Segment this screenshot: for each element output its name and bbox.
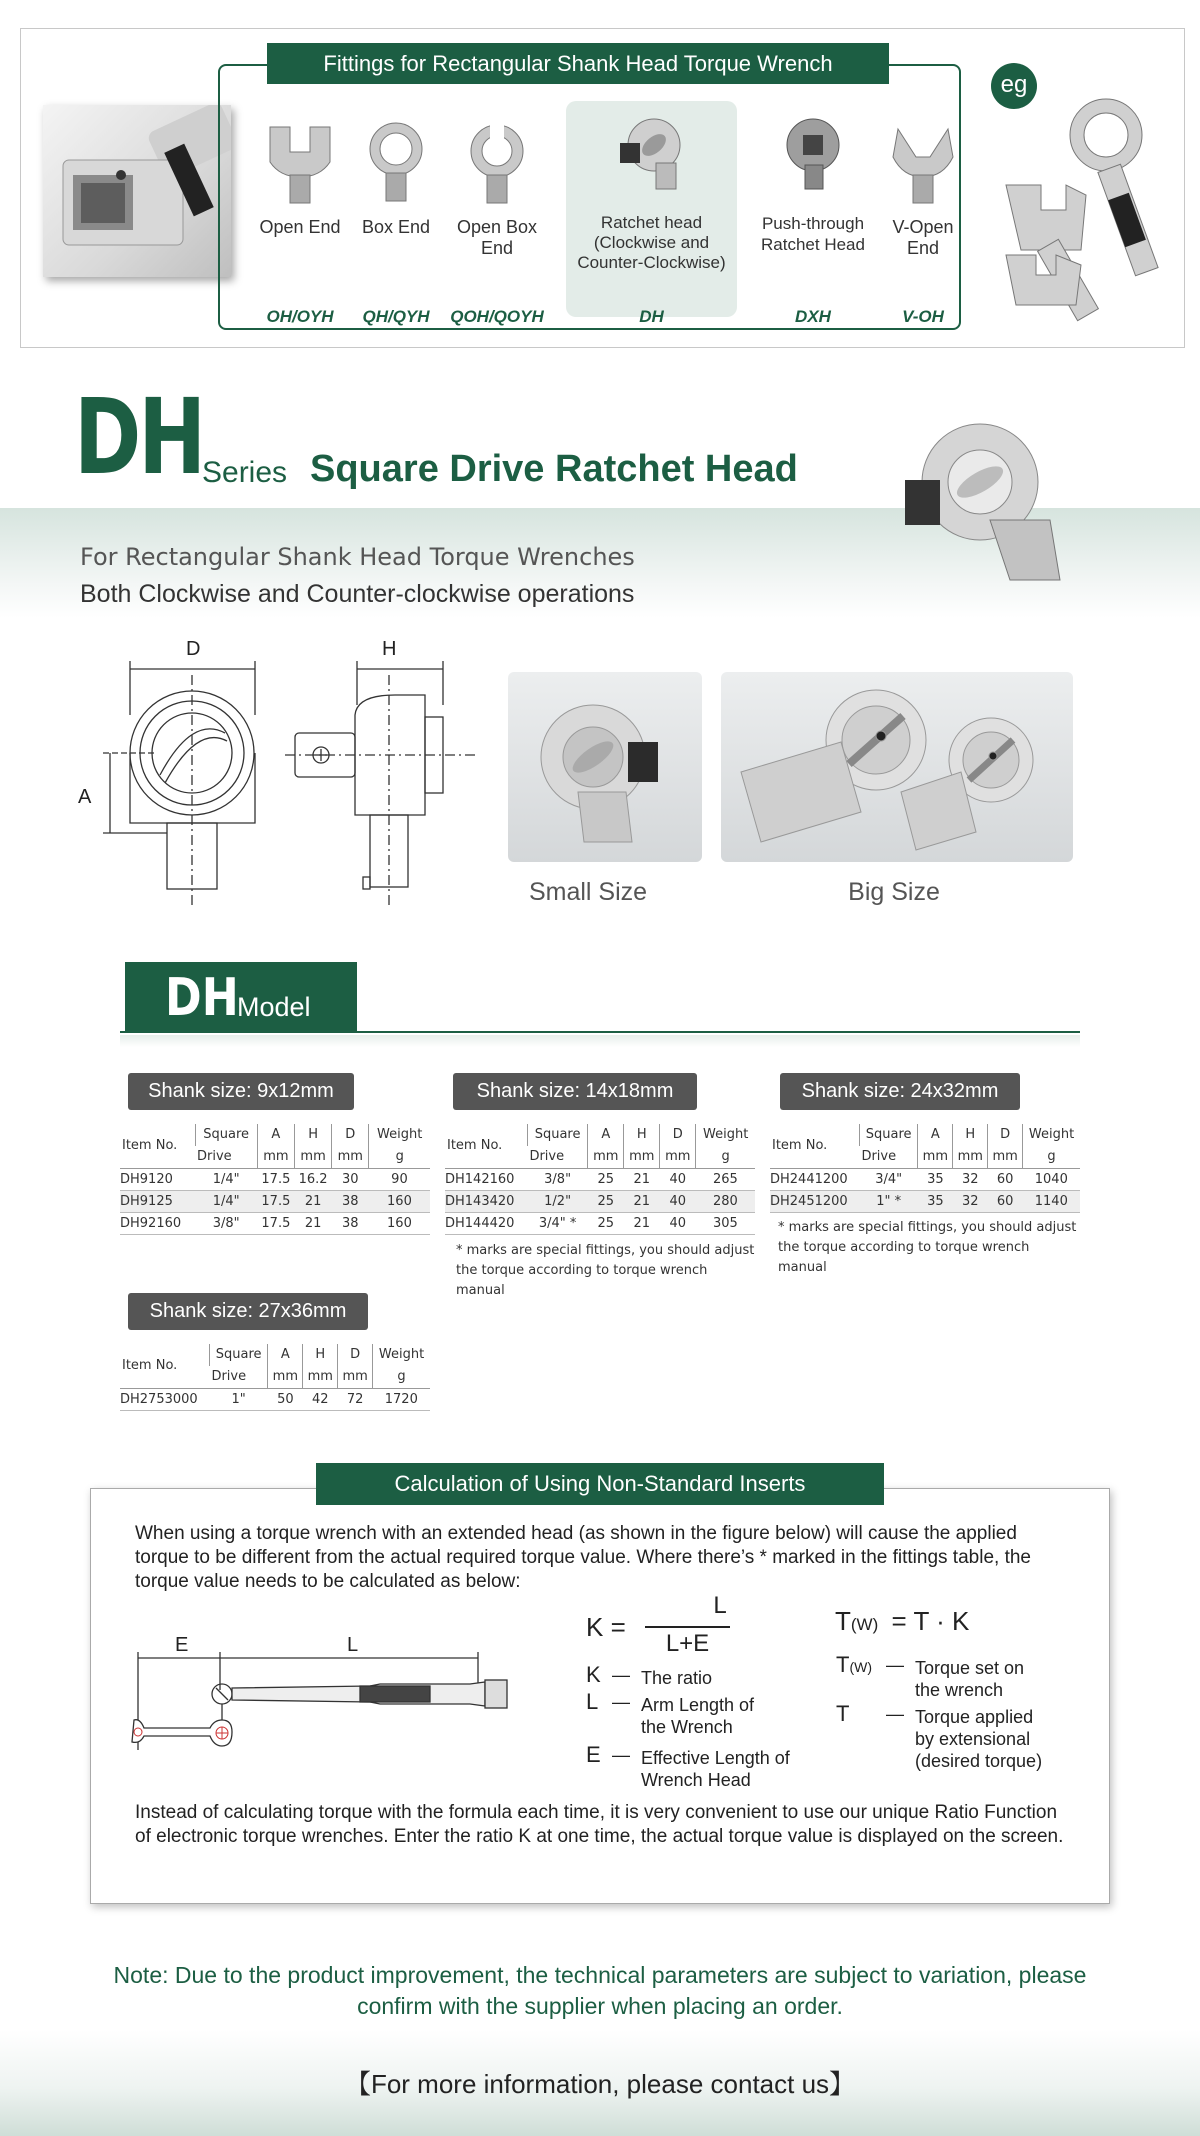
col-drive-2: Drive bbox=[859, 1146, 917, 1168]
ratchet-head-icon bbox=[612, 113, 692, 203]
cell: DH142160 bbox=[445, 1168, 527, 1190]
wrench-shank-photo bbox=[43, 105, 231, 277]
cell: 38 bbox=[332, 1212, 369, 1234]
cell: 38 bbox=[332, 1190, 369, 1212]
col-weight-unit: g bbox=[369, 1146, 430, 1168]
table-row bbox=[120, 1190, 430, 1212]
col-item-no: Item No. bbox=[120, 1124, 195, 1168]
fitting-code: OH/OYH bbox=[266, 307, 334, 326]
cell: 40 bbox=[660, 1168, 696, 1190]
cell: 60 bbox=[988, 1190, 1023, 1212]
col-item-no: Item No. bbox=[120, 1344, 209, 1388]
col-a-unit: mm bbox=[588, 1146, 624, 1168]
big-size-photo bbox=[721, 672, 1073, 862]
cell: 1" * bbox=[859, 1190, 917, 1212]
cell: 35 bbox=[918, 1190, 953, 1212]
series-code: DH bbox=[74, 376, 203, 498]
legend-sym: T bbox=[836, 1701, 850, 1726]
cell: 265 bbox=[696, 1168, 755, 1190]
shank-size-label: Shank size: 24x32mm bbox=[780, 1073, 1020, 1110]
cell: 21 bbox=[624, 1168, 660, 1190]
cell: DH2441200 bbox=[770, 1168, 859, 1190]
cell: 280 bbox=[696, 1190, 755, 1212]
cell: 35 bbox=[918, 1168, 953, 1190]
fittings-title: Fittings for Rectangular Shank Head Torque Wrench bbox=[267, 43, 889, 84]
col-item-no: Item No. bbox=[770, 1124, 859, 1168]
cell: 1720 bbox=[373, 1388, 430, 1410]
col-weight: Weight bbox=[696, 1124, 755, 1146]
shank-size-label: Shank size: 14x18mm bbox=[453, 1073, 697, 1110]
model-word: Model bbox=[237, 992, 311, 1022]
cell: 1140 bbox=[1023, 1190, 1080, 1212]
col-d: D bbox=[988, 1124, 1023, 1146]
col-a-unit: mm bbox=[257, 1146, 294, 1168]
cell: 1" bbox=[209, 1388, 267, 1410]
fitting-name: V-Open End bbox=[892, 217, 954, 258]
legend-text: The ratio bbox=[641, 1668, 713, 1688]
fitting-box-end bbox=[346, 117, 446, 326]
open-box-end-icon bbox=[457, 117, 537, 207]
cell: 21 bbox=[624, 1190, 660, 1212]
cell: DH2753000 bbox=[120, 1388, 209, 1410]
formula-t-rhs: = T · K bbox=[891, 1606, 970, 1636]
spec-table-14x18 bbox=[445, 1124, 755, 1235]
fitting-name: Box End bbox=[361, 217, 431, 237]
cell: 32 bbox=[953, 1168, 988, 1190]
cell: 3/4" bbox=[859, 1168, 917, 1190]
cell: 160 bbox=[369, 1212, 430, 1234]
dimension-label-a: A bbox=[78, 786, 92, 808]
open-end-icon bbox=[260, 117, 340, 207]
col-a: A bbox=[588, 1124, 624, 1146]
contact-line: 【For more information, please contact us】 bbox=[344, 2069, 856, 2099]
cell: 1/4" bbox=[195, 1168, 257, 1190]
col-weight: Weight bbox=[369, 1124, 430, 1146]
col-a: A bbox=[268, 1344, 303, 1366]
fitting-code: DXH bbox=[795, 307, 831, 326]
eg-badge: eg bbox=[991, 63, 1037, 109]
legend-text: Effective Length of Wrench Head bbox=[641, 1748, 790, 1790]
legend-text: Torque set on the wrench bbox=[915, 1658, 1025, 1700]
cell: 17.5 bbox=[257, 1212, 294, 1234]
formula-t-lhs bbox=[835, 1606, 969, 1637]
fitting-open-box-end bbox=[447, 117, 547, 326]
cell: 50 bbox=[268, 1388, 303, 1410]
table-row bbox=[120, 1212, 430, 1234]
legend-text: Arm Length of the Wrench bbox=[641, 1695, 755, 1737]
fitting-name: Open End bbox=[259, 217, 341, 237]
col-h-unit: mm bbox=[624, 1146, 660, 1168]
cell: 160 bbox=[369, 1190, 430, 1212]
spec-table-27x36 bbox=[120, 1344, 430, 1411]
dimension-label-d: D bbox=[186, 638, 201, 660]
table-row bbox=[120, 1168, 430, 1190]
col-h-unit: mm bbox=[303, 1366, 338, 1388]
col-d-unit: mm bbox=[332, 1146, 369, 1168]
col-drive: Square bbox=[195, 1124, 257, 1146]
cell: DH9125 bbox=[120, 1190, 195, 1212]
cell: 21 bbox=[294, 1190, 331, 1212]
col-d-unit: mm bbox=[988, 1146, 1023, 1168]
table-row bbox=[445, 1212, 755, 1234]
small-size-photo bbox=[508, 672, 702, 862]
cell: 90 bbox=[369, 1168, 430, 1190]
col-drive-2: Drive bbox=[195, 1146, 257, 1168]
fitting-code: QH/QYH bbox=[362, 307, 430, 326]
col-a-unit: mm bbox=[918, 1146, 953, 1168]
fitting-code: V-OH bbox=[902, 307, 944, 326]
special-fitting-note: * marks are special fittings, you should adjust the torque according to torque wrench manual bbox=[456, 1243, 755, 1298]
model-divider-shade bbox=[120, 1035, 1080, 1047]
col-drive: Square bbox=[209, 1344, 267, 1366]
legend-dash: — bbox=[612, 1692, 630, 1712]
model-tab bbox=[125, 962, 357, 1033]
col-weight-unit: g bbox=[1023, 1146, 1080, 1168]
legend-dash: — bbox=[886, 1704, 904, 1724]
shank-size-label: Shank size: 9x12mm bbox=[128, 1073, 354, 1110]
col-weight: Weight bbox=[1023, 1124, 1080, 1146]
model-code: DH bbox=[165, 968, 239, 1028]
table-row bbox=[770, 1168, 1080, 1190]
formula-t-symbol: T bbox=[835, 1606, 851, 1636]
cell: 1/2" bbox=[527, 1190, 587, 1212]
fitting-name: Push-through Ratchet Head bbox=[761, 214, 865, 254]
small-size-caption: Small Size bbox=[528, 878, 648, 906]
calculation-intro: When using a torque wrench with an extended head (as shown in the figure below) will cause the applied torque to be different from the actual required torque value. Where there’s * marked in the fittings table, the torque value needs to be calculated as below: bbox=[135, 1523, 1031, 1592]
col-h-unit: mm bbox=[294, 1146, 331, 1168]
series-word: Series bbox=[202, 456, 288, 489]
col-d: D bbox=[660, 1124, 696, 1146]
col-drive-2: Drive bbox=[527, 1146, 587, 1168]
table-row bbox=[120, 1388, 430, 1410]
cell: 305 bbox=[696, 1212, 755, 1234]
extended-wrench-figure bbox=[130, 1650, 550, 1760]
col-item-no: Item No. bbox=[445, 1124, 527, 1168]
cell: 3/8" bbox=[195, 1212, 257, 1234]
legend-dash: — bbox=[612, 1665, 630, 1685]
col-a-unit: mm bbox=[268, 1366, 303, 1388]
col-drive: Square bbox=[527, 1124, 587, 1146]
fitting-open-end bbox=[250, 117, 350, 326]
legend-sym: E bbox=[586, 1742, 601, 1767]
fitting-name: Open Box End bbox=[456, 217, 538, 258]
col-d: D bbox=[338, 1344, 373, 1366]
footer-note bbox=[0, 1960, 1200, 2022]
cell: 72 bbox=[338, 1388, 373, 1410]
cell: 1/4" bbox=[195, 1190, 257, 1212]
figure-label-l: L bbox=[347, 1634, 359, 1656]
cell: DH92160 bbox=[120, 1212, 195, 1234]
technical-drawing bbox=[95, 655, 475, 915]
table-row bbox=[445, 1168, 755, 1190]
shank-size-label: Shank size: 27x36mm bbox=[128, 1293, 368, 1330]
fraction-bar bbox=[645, 1626, 730, 1628]
table-row bbox=[445, 1190, 755, 1212]
cell: 1040 bbox=[1023, 1168, 1080, 1190]
cell: 25 bbox=[588, 1212, 624, 1234]
cell: 32 bbox=[953, 1190, 988, 1212]
formula-t-subscript: (W) bbox=[850, 1615, 879, 1634]
fitting-ratchet-head bbox=[566, 113, 737, 326]
v-open-end-icon bbox=[883, 117, 963, 207]
legend-sym: L bbox=[586, 1689, 599, 1714]
ratchet-head-photo bbox=[900, 420, 1070, 590]
legend-sym-char: T bbox=[836, 1652, 850, 1677]
legend-sym bbox=[836, 1654, 872, 1678]
cell: 25 bbox=[588, 1190, 624, 1212]
series-subtitle-2: Both Clockwise and Counter-clockwise operations bbox=[80, 580, 635, 608]
col-d: D bbox=[332, 1124, 369, 1146]
cell: 40 bbox=[660, 1212, 696, 1234]
special-fitting-note: * marks are special fittings, you should adjust the torque according to torque wrench manual bbox=[778, 1220, 1077, 1275]
cell: 17.5 bbox=[257, 1168, 294, 1190]
table-row bbox=[770, 1190, 1080, 1212]
figure-label-e: E bbox=[175, 1634, 189, 1656]
cell: DH144420 bbox=[445, 1212, 527, 1234]
fitting-code: QOH/QOYH bbox=[450, 307, 544, 326]
model-divider bbox=[120, 1031, 1080, 1033]
cell: 16.2 bbox=[294, 1168, 331, 1190]
fittings-banner bbox=[20, 28, 1185, 348]
col-h: H bbox=[303, 1344, 338, 1366]
col-a: A bbox=[257, 1124, 294, 1146]
calculation-outro: Instead of calculating torque with the formula each time, it is very convenient to use our unique Ratio Function of electronic torque wrenches. Enter the ratio K at one time, the actual torque value is displayed on the screen. bbox=[135, 1802, 1064, 1847]
fitting-code: DH bbox=[639, 307, 664, 326]
col-drive: Square bbox=[859, 1124, 917, 1146]
col-weight-unit: g bbox=[373, 1366, 430, 1388]
col-h-unit: mm bbox=[953, 1146, 988, 1168]
legend-dash: — bbox=[612, 1745, 630, 1765]
cell: 40 bbox=[660, 1190, 696, 1212]
col-drive-2: Drive bbox=[209, 1366, 267, 1388]
formula-k-lhs: K = bbox=[586, 1612, 626, 1642]
push-through-icon bbox=[773, 113, 853, 203]
formula-k-denominator: L+E bbox=[665, 1630, 710, 1657]
calculation-title: Calculation of Using Non-Standard Inserts bbox=[316, 1463, 884, 1505]
col-d-unit: mm bbox=[660, 1146, 696, 1168]
spec-table-9x12 bbox=[120, 1124, 430, 1235]
series-title: Square Drive Ratchet Head bbox=[310, 448, 798, 490]
legend-sym: K bbox=[586, 1662, 601, 1687]
cell: 42 bbox=[303, 1388, 338, 1410]
cell: 21 bbox=[294, 1212, 331, 1234]
cell: 30 bbox=[332, 1168, 369, 1190]
series-subtitle-1: For Rectangular Shank Head Torque Wrenches bbox=[80, 543, 635, 571]
col-weight: Weight bbox=[373, 1344, 430, 1366]
legend-sub: (W) bbox=[849, 1659, 872, 1675]
spec-table-24x32 bbox=[770, 1124, 1080, 1213]
legend-dash: — bbox=[886, 1655, 904, 1675]
formula-k-numerator: L bbox=[713, 1592, 727, 1619]
cell: 21 bbox=[624, 1212, 660, 1234]
cell: 17.5 bbox=[257, 1190, 294, 1212]
col-h: H bbox=[624, 1124, 660, 1146]
cell: DH2451200 bbox=[770, 1190, 859, 1212]
cell: 60 bbox=[988, 1168, 1023, 1190]
fitting-v-open-end bbox=[883, 117, 963, 326]
example-wrenches-photo bbox=[986, 75, 1181, 335]
cell: 25 bbox=[588, 1168, 624, 1190]
cell: 3/8" bbox=[527, 1168, 587, 1190]
col-weight-unit: g bbox=[696, 1146, 755, 1168]
big-size-caption: Big Size bbox=[848, 878, 940, 906]
legend-text: Torque applied by extensional (desired torque) bbox=[915, 1707, 1043, 1771]
cell: 3/4" * bbox=[527, 1212, 587, 1234]
cell: DH9120 bbox=[120, 1168, 195, 1190]
cell: DH143420 bbox=[445, 1190, 527, 1212]
footer-note-text: Note: Due to the product improvement, the technical parameters are subject to variation, please confirm with the supplier when placing an order. bbox=[113, 1962, 1087, 2019]
col-d-unit: mm bbox=[338, 1366, 373, 1388]
col-h: H bbox=[953, 1124, 988, 1146]
box-end-icon bbox=[356, 117, 436, 207]
col-h: H bbox=[294, 1124, 331, 1146]
fitting-name: Ratchet head (Clockwise and Counter-Clockwise) bbox=[577, 213, 726, 272]
dimension-label-h: H bbox=[382, 638, 397, 660]
col-a: A bbox=[918, 1124, 953, 1146]
fitting-push-through bbox=[748, 113, 878, 326]
